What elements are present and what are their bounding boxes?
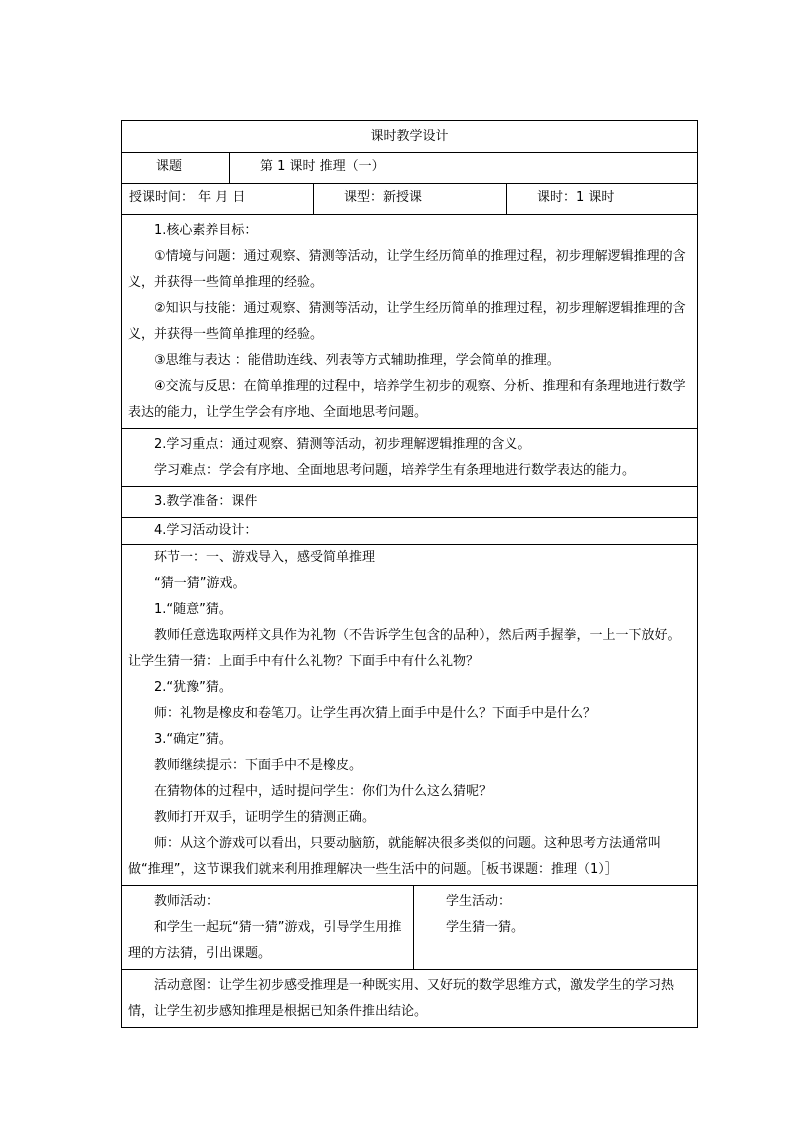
teacher-activity-cell	[122, 886, 414, 970]
activity-row	[122, 545, 698, 886]
lesson-plan-document	[121, 120, 697, 1028]
activity-line: 3.“确定”猜。	[154, 732, 232, 747]
activity-line: 教师继续提示：下面手中不是橡皮。	[154, 758, 363, 773]
student-activity-text: 学生猜一猜。	[446, 920, 525, 935]
activity-line: 在猜物体的过程中，适时提问学生：你们为什么这么猜呢？	[154, 784, 493, 799]
goal-item: ②知识与技能：通过观察、猜测等活动，让学生经历简单的推理过程，初步理解逻辑推理的含义，并获得一些简单推理的经验。	[128, 301, 686, 342]
teacher-activity-text: 和学生一起玩“猜一猜”游戏，引导学生用推理的方法猜，引出课题。	[128, 920, 402, 961]
lesson-hours: 课时：1 课时	[507, 184, 698, 215]
activity-line: 2.“犹豫”猜。	[154, 680, 232, 695]
goals-cell	[122, 215, 698, 429]
teacher-activity-label: 教师活动：	[154, 894, 220, 909]
topic-value: 第 1 课时 推理（一）	[230, 153, 698, 184]
focus-row	[122, 429, 698, 487]
topic-label: 课题	[122, 153, 230, 184]
lesson-type: 课型：新授课	[314, 184, 507, 215]
activity-line: 教师打开双手，证明学生的猜测正确。	[154, 810, 376, 825]
key-point: 2.学习重点：通过观察、猜测等活动，初步理解逻辑推理的含义。	[154, 437, 531, 452]
activity-line: 环节一：一、游戏导入，感受简单推理	[154, 550, 376, 565]
class-time: 授课时间： 年 月 日	[122, 184, 314, 215]
activity-line: 师：礼物是橡皮和卷笔刀。让学生再次猜上面手中是什么？下面手中是什么？	[154, 706, 597, 721]
activity-line: 师：从这个游戏可以看出，只要动脑筋，就能解决很多类似的问题。这种思考方法通常叫做“推理”，这节课我们就来利用推理解决一些生活中的问题。［板书课题：推理（1）］	[128, 836, 662, 877]
goals-row	[122, 215, 698, 429]
teaching-prep: 3.教学准备：课件	[122, 487, 698, 518]
goal-item: ①情境与问题：通过观察、猜测等活动，让学生经历简单的推理过程，初步理解逻辑推理的含义，并获得一些简单推理的经验。	[128, 249, 686, 290]
student-activity-label: 学生活动：	[446, 894, 512, 909]
intent-row	[122, 970, 698, 1028]
activity-heading-row	[122, 518, 698, 545]
goals-heading: 1.核心素养目标：	[154, 223, 258, 238]
activity-line: 1.“随意”猜。	[154, 602, 232, 617]
activity-intent: 活动意图：让学生初步感受推理是一种既实用、又好玩的数学思维方式，激发学生的学习热情，让学生初步感知推理是根据已知条件推出结论。	[128, 978, 675, 1019]
intent-cell	[122, 970, 698, 1028]
info-row	[122, 184, 698, 215]
prep-row	[122, 487, 698, 518]
activity-line: “猜一猜”游戏。	[154, 576, 246, 591]
lesson-plan-table	[121, 120, 698, 1028]
roles-row	[122, 886, 698, 970]
focus-cell	[122, 429, 698, 487]
student-activity-cell	[414, 886, 698, 970]
goal-item: ③思维与表达 ：能借助连线、列表等方式辅助推理，学会简单的推理。	[154, 353, 560, 368]
activity-cell	[122, 545, 698, 886]
difficult-point: 学习难点：学会有序地、全面地思考问题，培养学生有条理地进行数学表达的能力。	[154, 463, 636, 478]
document-title: 课时教学设计	[122, 121, 698, 153]
activity-heading: 4.学习活动设计：	[122, 518, 698, 545]
goal-item: ④交流与反思：在简单推理的过程中，培养学生初步的观察、分析、推理和有条理地进行数学表达的能力，让学生学会有序地、全面地思考问题。	[128, 379, 686, 420]
title-row	[122, 121, 698, 153]
activity-line: 教师任意选取两样文具作为礼物（不告诉学生包含的品种），然后两手握拳，一上一下放好。让学生猜一猜：上面手中有什么礼物？下面手中有什么礼物？	[128, 628, 681, 669]
topic-row	[122, 153, 698, 184]
